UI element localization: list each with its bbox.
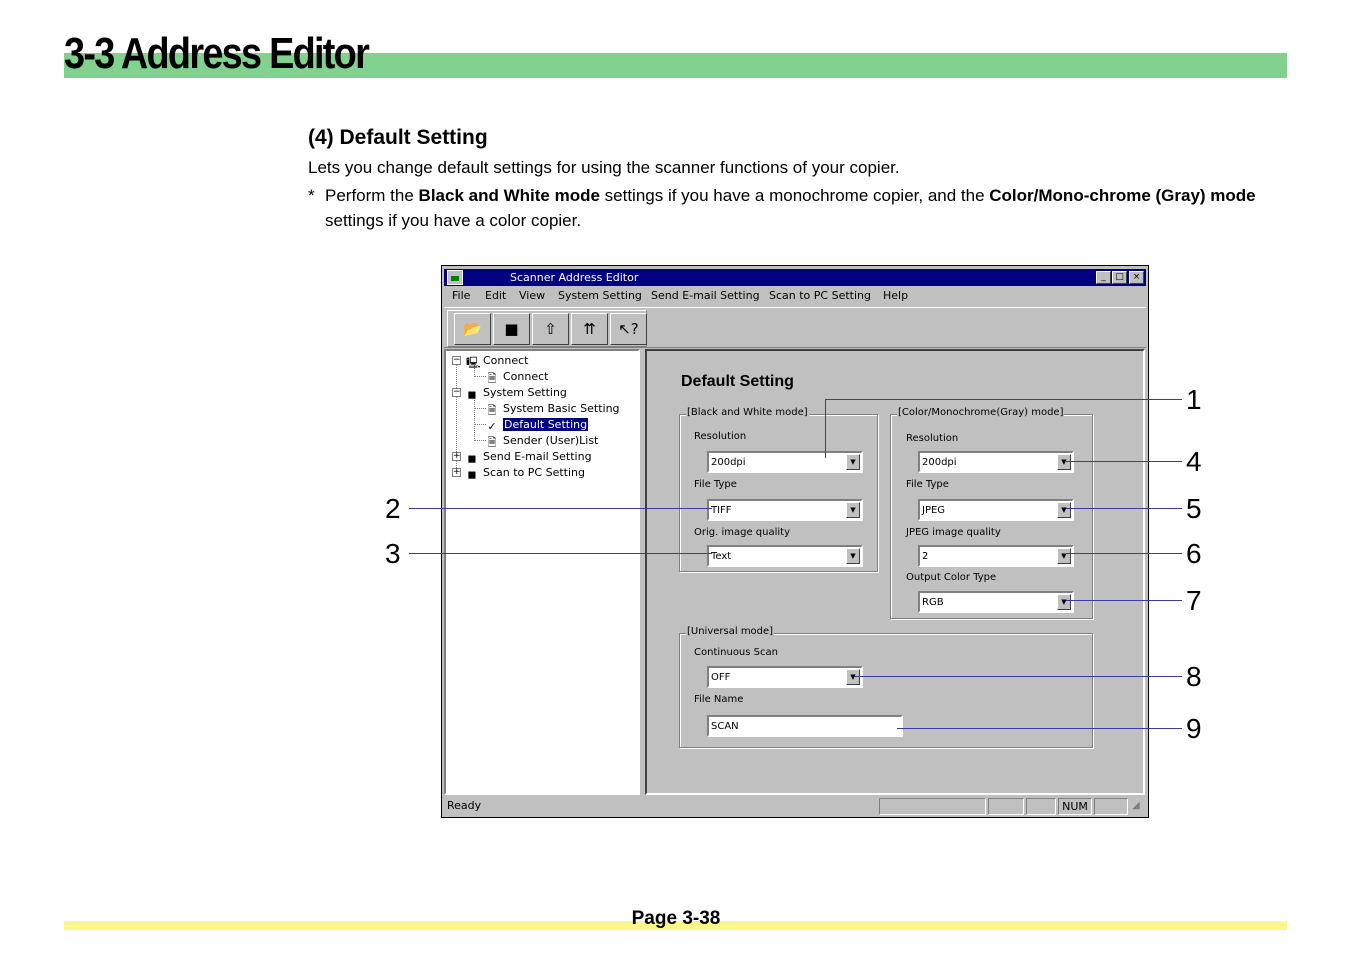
note-bullet: * [308, 186, 315, 205]
tree-item-scan-to-pc[interactable] [466, 465, 585, 480]
section-title: (4) Default Setting [308, 126, 488, 149]
color-filetype-select[interactable] [918, 499, 1074, 521]
color-resolution-label: Resolution [906, 433, 959, 444]
status-pane [988, 798, 1024, 815]
bw-resolution-select[interactable] [707, 451, 863, 473]
document-icon: 🗎 [487, 372, 497, 385]
toolbar-group [447, 310, 647, 347]
minimize-button[interactable]: _ [1096, 271, 1111, 284]
collapse-connect-icon[interactable]: − [453, 355, 461, 365]
tree-guide [474, 408, 486, 409]
combo-value: OFF [711, 672, 731, 683]
combo-value: 200dpi [711, 457, 746, 468]
tree-label: Scan to PC Setting [483, 466, 585, 479]
expand-scan-to-pc-icon[interactable]: + [453, 467, 461, 477]
collapse-system-icon[interactable]: − [453, 387, 461, 397]
computer-icon: 🖳 [466, 356, 481, 369]
panel-title: Default Setting [681, 373, 794, 390]
note-text: settings if you have a color copier. [325, 211, 582, 230]
document-check-icon: ✓ [487, 420, 497, 433]
note-text: Perform the [325, 186, 419, 205]
chevron-down-icon[interactable]: ▼ [1057, 502, 1071, 518]
status-pane [1094, 798, 1128, 815]
tree-guide [474, 440, 486, 441]
note-bold: Black and White mode [418, 186, 600, 205]
callout-1: 1 [1186, 384, 1202, 415]
tree-guide [474, 376, 486, 377]
callout-2: 2 [385, 493, 401, 524]
status-num-indicator: NUM [1058, 798, 1092, 815]
tree-label-selected: Default Setting [504, 418, 588, 431]
callout-line-4 [1066, 461, 1182, 462]
note-bold: Color [989, 186, 1034, 205]
jpeg-quality-label: JPEG image quality [906, 527, 1001, 538]
tree-item-system-setting[interactable] [466, 385, 567, 400]
input-value: SCAN [711, 721, 739, 732]
tree-label: Sender (User)List [503, 434, 599, 447]
tree-item-sender-list[interactable] [486, 433, 598, 448]
cube-icon: ◼ [467, 388, 477, 401]
settings-tree [444, 349, 640, 795]
callout-9: 9 [1186, 713, 1202, 744]
bw-filetype-label: File Type [694, 479, 737, 490]
callout-line-8 [855, 676, 1182, 677]
chevron-down-icon[interactable]: ▼ [846, 454, 860, 470]
floppy-icon: ■ [504, 320, 519, 338]
continuous-scan-select[interactable] [707, 666, 863, 688]
chevron-down-icon[interactable]: ▼ [846, 502, 860, 518]
callout-4: 4 [1186, 446, 1202, 477]
callout-line-9 [897, 728, 1182, 729]
callout-5: 5 [1186, 493, 1202, 524]
save-button[interactable] [493, 313, 530, 345]
menu-file[interactable]: File [452, 289, 471, 302]
expand-send-email-icon[interactable]: + [453, 451, 461, 461]
chevron-down-icon[interactable]: ▼ [846, 669, 860, 685]
bw-resolution-label: Resolution [694, 431, 747, 442]
callout-3: 3 [385, 538, 401, 569]
toolbar [444, 307, 1146, 348]
title-bar[interactable] [444, 269, 1146, 286]
tree-item-default-setting[interactable] [486, 417, 588, 432]
combo-value: TIFF [711, 505, 732, 516]
tree-label: System Setting [483, 386, 567, 399]
menu-system-setting[interactable]: System Setting [558, 289, 642, 302]
cube-icon: ◼ [467, 468, 477, 481]
callout-8: 8 [1186, 661, 1202, 692]
help-pointer-icon: ↖? [618, 320, 639, 338]
maximize-button[interactable]: □ [1112, 271, 1127, 284]
tree-item-system-basic[interactable] [486, 401, 620, 416]
section-description: Lets you change default settings for using the scanner functions of your copier. [308, 158, 900, 177]
continuous-scan-label: Continuous Scan [694, 647, 778, 658]
menu-send-email-setting[interactable]: Send E-mail Setting [651, 289, 760, 302]
folder-open-icon: 📂 [463, 320, 482, 338]
resize-grip-icon[interactable]: ◢ [1132, 800, 1140, 811]
menu-bar [444, 287, 1146, 305]
scanner-address-editor-window [441, 265, 1149, 818]
tree-label: Send E-mail Setting [483, 450, 592, 463]
callout-6: 6 [1186, 538, 1202, 569]
menu-scan-to-pc-setting[interactable]: Scan to PC Setting [769, 289, 871, 302]
callout-line-2 [409, 508, 712, 509]
chevron-down-icon[interactable]: ▼ [1057, 594, 1071, 610]
tree-label: Connect [503, 370, 549, 383]
tree-item-send-email[interactable] [466, 449, 592, 464]
bw-filetype-select[interactable] [707, 499, 863, 521]
page-number: Page 3-38 [631, 908, 721, 929]
document-icon: 🗎 [487, 436, 497, 449]
jpeg-quality-select[interactable] [918, 545, 1074, 567]
note-bold: / [1033, 186, 1039, 205]
file-name-label: File Name [694, 694, 744, 705]
tree-item-connect-group[interactable] [466, 353, 528, 368]
chevron-down-icon[interactable]: ▼ [1057, 548, 1071, 564]
status-text: Ready [447, 799, 482, 812]
open-button[interactable] [454, 313, 491, 345]
tree-item-connect[interactable] [486, 369, 548, 384]
callout-line-3 [409, 553, 712, 554]
tree-guide [474, 397, 475, 439]
output-color-select[interactable] [918, 591, 1074, 613]
page-title: 3-3 Address Editor [64, 29, 369, 78]
app-icon [447, 270, 463, 285]
bw-mode-legend: [Black and White mode] [687, 407, 808, 418]
callout-line-1 [825, 399, 1182, 400]
tree-label: System Basic Setting [503, 402, 620, 415]
color-resolution-select[interactable] [918, 451, 1074, 473]
chevron-down-icon[interactable]: ▼ [846, 548, 860, 564]
combo-value: JPEG [922, 505, 946, 516]
tree-label: Connect [483, 354, 529, 367]
color-mode-legend: [Color/Monochrome(Gray) mode] [898, 407, 1064, 418]
upload-button[interactable] [532, 313, 569, 345]
menu-help[interactable]: Help [883, 289, 909, 302]
window-title: Scanner Address Editor [510, 271, 639, 284]
output-color-label: Output Color Type [906, 572, 997, 583]
status-pane [1026, 798, 1056, 815]
combo-value: Text [711, 551, 732, 562]
status-bar [444, 796, 1146, 816]
file-name-input[interactable] [707, 715, 903, 737]
chevron-down-icon[interactable]: ▼ [1057, 454, 1071, 470]
upload-document-icon: ⇧ [544, 320, 557, 338]
section-note [308, 183, 1268, 233]
combo-value: 2 [922, 551, 929, 562]
help-button[interactable] [610, 313, 647, 345]
note-bold: Mono-chrome (Gray) mode [1038, 186, 1256, 205]
note-text: settings if you have a monochrome copier, and the [599, 186, 990, 205]
universal-mode-legend: [Universal mode] [687, 626, 774, 637]
network-upload-icon: ⇈ [583, 320, 596, 338]
status-pane [879, 798, 986, 815]
cube-icon: ◼ [467, 452, 477, 465]
combo-value: 200dpi [922, 457, 957, 468]
bw-quality-label: Orig. image quality [694, 527, 791, 538]
menu-view[interactable]: View [519, 289, 546, 302]
callout-7: 7 [1186, 585, 1202, 616]
callout-line-5 [1066, 508, 1182, 509]
menu-edit[interactable]: Edit [485, 289, 507, 302]
bw-quality-select[interactable] [707, 545, 863, 567]
color-filetype-label: File Type [906, 479, 949, 490]
callout-line-6 [1066, 553, 1182, 554]
combo-value: RGB [922, 597, 944, 608]
note-body [325, 183, 1268, 233]
send-button[interactable] [571, 313, 608, 345]
close-button[interactable]: × [1129, 271, 1144, 284]
callout-line-1-vertical [825, 399, 826, 458]
document-icon: 🗎 [487, 404, 497, 417]
tree-guide [474, 424, 486, 425]
callout-line-7 [1066, 600, 1182, 601]
